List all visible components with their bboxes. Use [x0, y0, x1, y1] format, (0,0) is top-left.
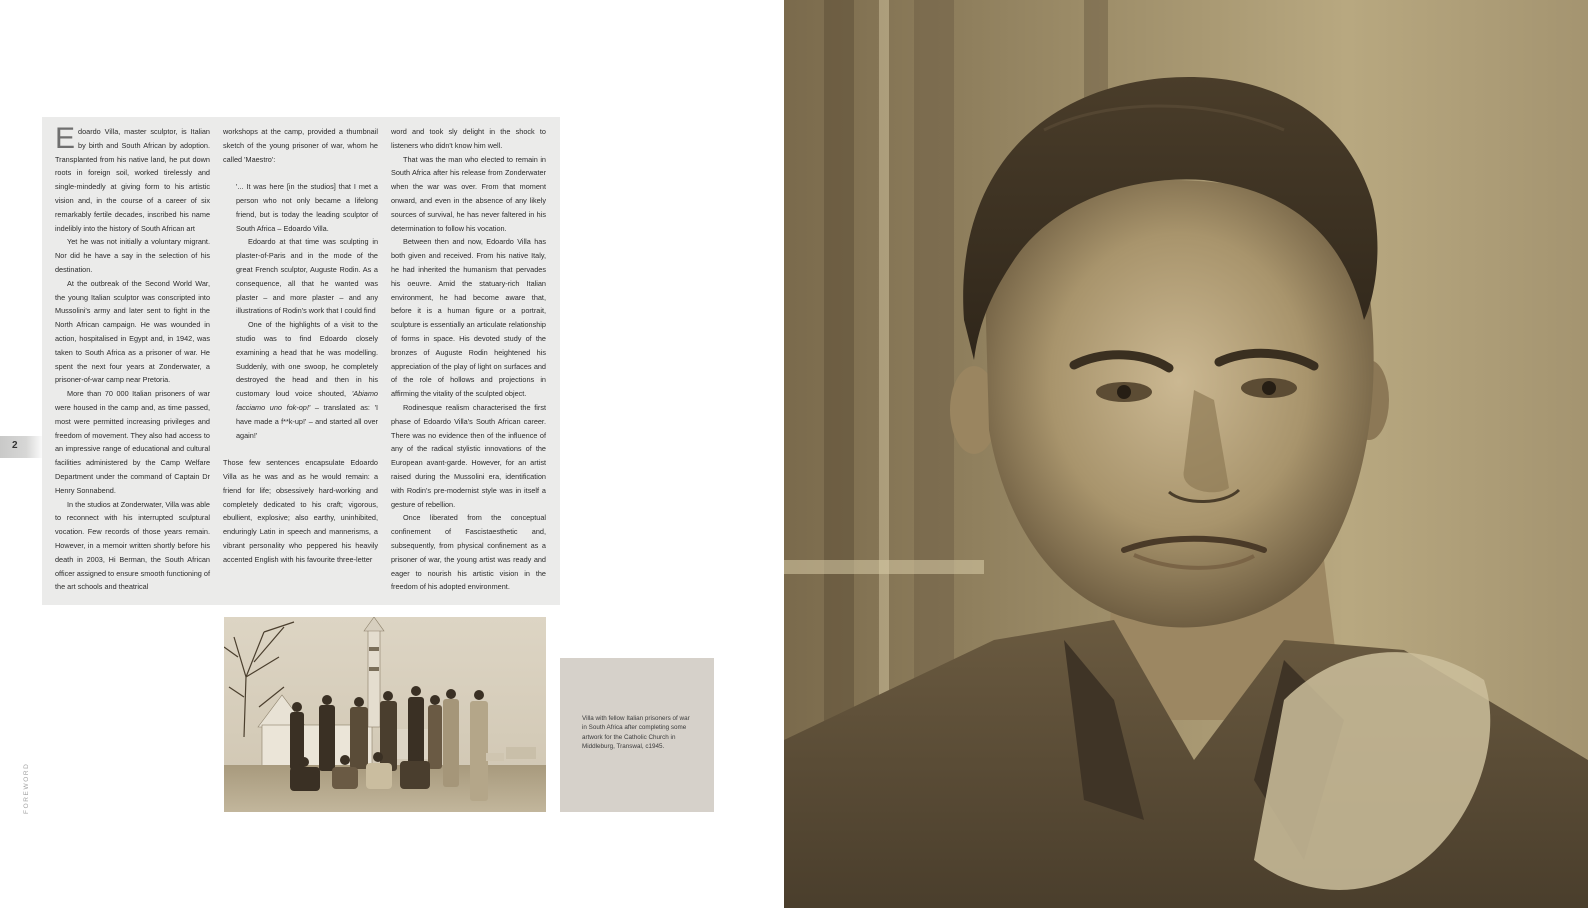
paragraph: Once liberated from the conceptual confinement of Fascistaesthetic and, subsequently, from physical confinement as a prisoner of war, the young artist was ready and eager to nourish his artistic vision in the freedom of his adopted environment.: [391, 513, 546, 592]
paragraph: workshops at the camp, provided a thumbnail sketch of the young prisoner of war, whom he called 'Maestro':: [223, 127, 378, 164]
paragraph: Those few sentences encapsulate Edoardo Villa as he was and as he would remain: a friend for life; obsessively hard-working and completely dedicated to his craft; vigorous, ebullient, explosive; also earthy, uninhibited, enduringly Latin in speech and mannerisms, a vibrant personality who peppered his heavily accented English with his favourite three-letter: [223, 458, 378, 564]
article-column-1: [55, 122, 210, 594]
article-column-2: [223, 125, 378, 567]
section-label: FOREWORD: [23, 762, 30, 814]
italian-quote: 'Abiamo facciamo uno fok-op!': [236, 389, 378, 412]
article-text-panel: [42, 117, 560, 605]
quote-paragraph: One of the highlights of a visit to the studio was to find Edoardo closely examining a head that he was modelling. Suddenly, with one swoop, he completely destroyed the head and then in his customary loud voice shouted, 'Abiamo facciamo uno fok-op!' – translated as: 'I have made a f**k-up!' – and started all over again!': [236, 320, 378, 440]
drop-cap: E: [55, 122, 76, 155]
group-photograph: [224, 617, 546, 812]
paragraph: word and took sly delight in the shock to listeners who didn't know him well.: [391, 127, 546, 150]
paragraph: Between then and now, Edoardo Villa has both given and received. From his native Italy, he had inherited the humanism that pervades his oeuvre. Amid the statuary-rich Italian environment, he had become aware that, before it is a human figure or a portrait, sculpture is essentially an articulate relationship of forms in space. His devoted study of the bronzes of Auguste Rodin heightened his appreciation of the play of light on surfaces and of the role of hollows and projections in affirming the vitality of the sculpted object.: [391, 237, 546, 399]
paragraph: Edoardo Villa, master sculptor, is Italian by birth and South African by adoption. Transplanted from his native land, he put down roots in foreign soil, worked tirelessly and single-mindedly at giving form to his artistic vision and, in the course of a career of six remarkably fertile decades, inscribed his name indelibly into the history of South African art: [55, 122, 210, 233]
portrait-illustration: [784, 0, 1588, 908]
paragraph: Yet he was not initially a voluntary migrant. Nor did he have a say in the selection of his destination.: [55, 237, 210, 274]
page-number-tab: [0, 436, 44, 458]
quote-paragraph: Edoardo at that time was sculpting in plaster-of-Paris and in the mode of the great French sculptor, Auguste Rodin. As a consequence, all that he wanted was plaster – and more plaster – and any illustrations of Rodin's work that I could find: [236, 237, 378, 316]
group-photo-illustration: [224, 617, 546, 812]
paragraph: At the outbreak of the Second World War, the young Italian sculptor was conscripted into Mussolini's army and later sent to fight in the North African campaign. He was wounded in action, hospitalised in Egypt and, in 1942, was taken to South Africa as a prisoner of war. He spent the next four years at Zonderwater, a prisoner-of-war camp near Pretoria.: [55, 278, 210, 385]
article-column-3: [391, 125, 546, 594]
page-number: 2: [12, 440, 18, 451]
paragraph: That was the man who elected to remain in South Africa after his release from Zonderwater when the war was over. From that moment onward, and even in the absence of any likely sources of survival, he has never faltered in his determination to follow his vocation.: [391, 154, 546, 233]
caption-box: [560, 658, 714, 812]
photo-caption: Villa with fellow Italian prisoners of war in South Africa after completing some artwork for the Catholic Church in Middleburg, Transwal, c1945.: [582, 715, 690, 750]
portrait-photograph: [784, 0, 1588, 908]
quote-paragraph: '... It was here [in the studios] that I met a person who not only became a lifelong friend, but is today the leading sculptor of South Africa – Edoardo Villa.: [236, 182, 378, 233]
paragraph: More than 70 000 Italian prisoners of war were housed in the camp and, as time passed, most were permitted increasing privileges and freedom of movement. They also had access to an impressive range of educational and cultural facilities administered by the Camp Welfare Department under the command of Captain Dr Henry Sonnabend.: [55, 389, 210, 495]
paragraph: In the studios at Zonderwater, Villa was able to reconnect with his interrupted sculptural vocation. Few records of those years remain. However, in a memoir written shortly before his death in 2003, Hi Berman, the South African officer assigned to ensure smooth functioning of the art schools and theatrical: [55, 499, 210, 592]
paragraph: Rodinesque realism characterised the first phase of Edoardo Villa's South African career. There was no evidence then of the influence of any of the radical stylistic innovations of the European avant-garde. However, for an artist raised during the Mussolini era, identification with Rodin's pre-modernist style was in itself a gesture of rebellion.: [391, 402, 546, 509]
